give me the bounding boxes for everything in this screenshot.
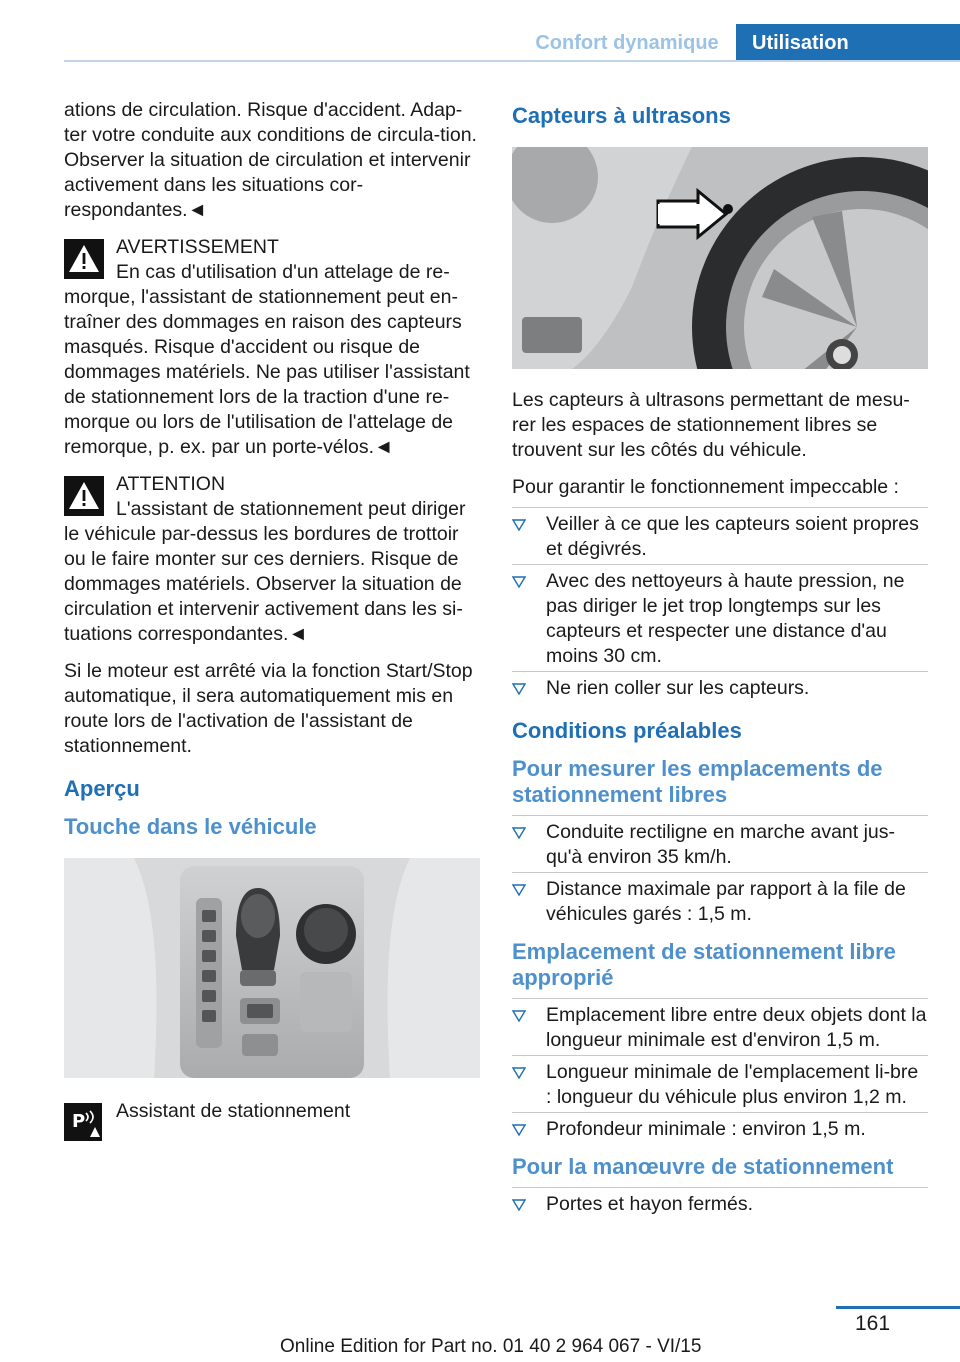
bullet-triangle-icon	[512, 682, 526, 696]
warning-note	[64, 235, 482, 460]
start-stop-paragraph: Si le moteur est arrêté via la fonction Start/Stop automatique, il sera automatiquement mis en route lors de l'activation de l'assistant de stationnement.	[64, 660, 473, 757]
list-item: Portes et hayon fermés.	[512, 1192, 928, 1217]
guarantee-paragraph: Pour garantir le fonctionnement impeccable :	[512, 476, 899, 498]
left-column	[64, 98, 482, 1141]
page-number-rule	[836, 1306, 960, 1309]
header-chapter-tab: Utilisation	[736, 24, 960, 62]
overview-heading: Aperçu	[64, 776, 140, 801]
list-item: Avec des nettoyeurs à haute pression, ne pas diriger le jet trop longtemps sur les capteurs et respecter une distance d'au moins 30 cm.	[512, 569, 928, 669]
measure-list	[512, 820, 928, 927]
sensors-paragraph: Les capteurs à ultrasons permettant de mesu-rer les espaces de stationnement libres se trouvent sur les côtés du véhicule.	[512, 389, 910, 461]
attention-title: ATTENTION	[116, 473, 226, 495]
bullet-triangle-icon	[512, 1066, 526, 1080]
right-column	[512, 98, 928, 1229]
list-item: Veiller à ce que les capteurs soient propres et dégivrés.	[512, 512, 928, 562]
list-item: Ne rien coller sur les capteurs.	[512, 676, 928, 701]
bullet-triangle-icon	[512, 1198, 526, 1212]
page-number: 161	[855, 1312, 891, 1335]
bullet-triangle-icon	[512, 826, 526, 840]
maneuver-heading: Pour la manœuvre de stationnement	[512, 1154, 894, 1179]
bullet-triangle-icon	[512, 1123, 526, 1137]
svg-text:P: P	[72, 1111, 86, 1132]
space-heading: Emplacement de stationnement libre approprié	[512, 939, 896, 990]
list-item: Longueur minimale de l'emplacement li-bre : longueur du véhicule plus environ 1,2 m.	[512, 1060, 928, 1110]
list-item: Conduite rectiligne en marche avant jus-qu'à environ 35 km/h.	[512, 820, 928, 870]
conditions-heading: Conditions préalables	[512, 718, 742, 743]
button-heading: Touche dans le véhicule	[64, 814, 317, 839]
bullet-triangle-icon	[512, 518, 526, 532]
header-section-tab: Confort dynamique	[535, 32, 719, 54]
list-item: Distance maximale par rapport à la file de véhicules garés : 1,5 m.	[512, 877, 928, 927]
attention-text: L'assistant de stationnement peut diriger le véhicule par-dessus les bordures de trottoir ou le faire monter sur ces derniers. Risque de dommages matériels. Observer la situation de circulation et intervenir activement dans les si-tuations correspondantes.◄	[64, 498, 466, 645]
ultrasonic-sensor-image	[512, 147, 928, 369]
bullet-triangle-icon	[512, 1009, 526, 1023]
attention-triangle-icon	[64, 476, 104, 516]
sensor-care-list	[512, 512, 928, 701]
attention-note	[64, 472, 482, 647]
park-assist-button-caption	[64, 1097, 482, 1141]
edition-footer: Online Edition for Part no. 01 40 2 964 067 - VI/15	[280, 1336, 702, 1357]
warning-title: AVERTISSEMENT	[116, 236, 279, 258]
warning-triangle-icon	[64, 239, 104, 279]
center-console-image	[64, 858, 480, 1078]
sensors-heading: Capteurs à ultrasons	[512, 103, 731, 128]
header-rule	[64, 60, 960, 62]
maneuver-list	[512, 1192, 928, 1217]
warning-text: En cas d'utilisation d'un attelage de re-morque, l'assistant de stationnement peut en-traîner des dommages en raison des capteurs masqués. Risque d'accident ou risque de dommages matériels. Ne pas utiliser l'assistant de stationnement lors de la traction d'une re-morque ou lors de l'utilisation de l'attelage de remorque, p. ex. par un porte-vélos.◄	[64, 261, 470, 458]
park-assist-button-icon	[64, 1103, 102, 1141]
measure-heading: Pour mesurer les emplacements de stationnement libres	[512, 756, 883, 807]
bullet-triangle-icon	[512, 575, 526, 589]
space-list	[512, 1003, 928, 1142]
intro-paragraph: ations de circulation. Risque d'accident. Adap-ter votre conduite aux conditions de circula-tion. Observer la situation de circulation et intervenir activement dans les situations cor-respondantes.◄	[64, 99, 477, 221]
list-item: Profondeur minimale : environ 1,5 m.	[512, 1117, 928, 1142]
bullet-triangle-icon	[512, 883, 526, 897]
list-item: Emplacement libre entre deux objets dont la longueur minimale est d'environ 1,5 m.	[512, 1003, 928, 1053]
park-assist-button-label: Assistant de stationnement	[116, 1100, 351, 1122]
